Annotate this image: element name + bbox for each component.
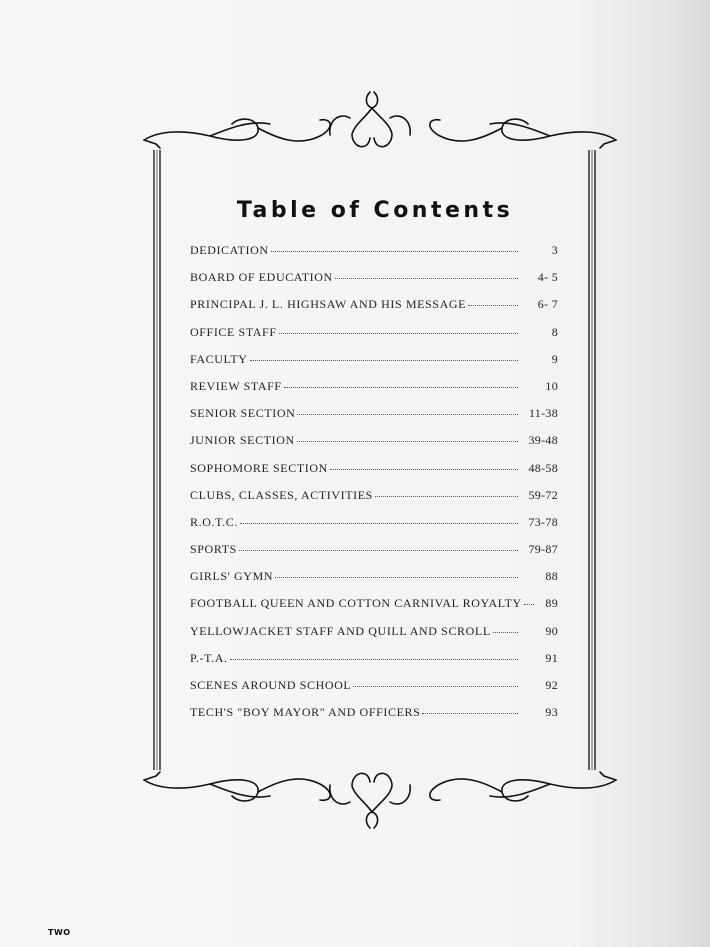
dot-leader xyxy=(271,251,518,252)
toc-entry-label: GIRLS' GYMN xyxy=(190,569,274,584)
toc-entry-pages: 39-48 xyxy=(528,433,558,448)
page-folio: TWO xyxy=(48,928,71,937)
toc-entry-pages: 8 xyxy=(551,324,558,339)
toc-entry-pages: 91 xyxy=(545,650,558,665)
toc-entry xyxy=(190,569,558,596)
toc-entry-pages: 6- 7 xyxy=(537,297,558,312)
toc-entry-pages: 89 xyxy=(545,596,558,611)
toc-list xyxy=(190,243,558,732)
toc-entry xyxy=(190,433,558,460)
right-border-rail xyxy=(587,150,597,770)
toc-entry-label: FOOTBALL QUEEN AND COTTON CARNIVAL ROYALTY xyxy=(190,596,522,611)
toc-entry xyxy=(190,379,558,406)
toc-entry xyxy=(190,596,558,623)
toc-entry-label: SOPHOMORE SECTION xyxy=(190,460,328,475)
dot-leader xyxy=(279,333,518,334)
toc-entry-pages: 92 xyxy=(545,678,558,692)
dot-leader xyxy=(330,469,518,470)
toc-entry xyxy=(190,488,558,515)
toc-entry-pages: 79-87 xyxy=(528,542,558,557)
toc-entry-label: YELLOWJACKET STAFF AND QUILL AND SCROLL xyxy=(190,623,491,638)
dot-leader xyxy=(422,713,518,714)
dot-leader xyxy=(230,659,518,660)
toc-entry-pages: 93 xyxy=(545,705,558,720)
toc-entry-label: SCENES AROUND SCHOOL xyxy=(190,678,352,692)
toc-entry-pages: 48-58 xyxy=(528,460,558,475)
toc-entry xyxy=(190,270,558,297)
toc-entry-pages: 3 xyxy=(551,243,558,257)
dot-leader xyxy=(353,686,518,687)
toc-entry xyxy=(190,624,558,651)
dot-leader xyxy=(493,632,518,633)
toc-entry-label: SPORTS xyxy=(190,542,237,557)
dot-leader xyxy=(250,360,518,361)
dot-leader xyxy=(297,441,518,442)
toc-entry-pages: 73-78 xyxy=(528,514,558,529)
toc-entry-label: SENIOR SECTION xyxy=(190,406,296,421)
toc-entry-label: REVIEW STAFF xyxy=(190,378,282,393)
dot-leader xyxy=(275,577,518,578)
toc-entry xyxy=(190,705,558,732)
toc-entry xyxy=(190,461,558,488)
toc-entry-label: CLUBS, CLASSES, ACTIVITIES xyxy=(190,487,373,502)
toc-entry-label: P.-T.A. xyxy=(190,650,228,665)
dot-leader xyxy=(468,305,518,306)
toc-entry-pages: 4- 5 xyxy=(537,270,558,285)
toc-entry-pages: 9 xyxy=(551,351,558,366)
dot-leader xyxy=(239,550,518,551)
toc-entry-label: BOARD OF EDUCATION xyxy=(190,270,333,285)
toc-entry-label: JUNIOR SECTION xyxy=(190,433,295,448)
toc-entry-label: DEDICATION xyxy=(190,243,269,257)
dot-leader xyxy=(297,414,518,415)
toc-entry-label: PRINCIPAL J. L. HIGHSAW AND HIS MESSAGE xyxy=(190,297,467,312)
bottom-scroll-ornament xyxy=(140,760,620,830)
page-title: Table of Contents xyxy=(236,198,514,223)
toc-entry xyxy=(190,542,558,569)
toc-entry xyxy=(190,297,558,324)
toc-entry xyxy=(190,325,558,352)
toc-entry xyxy=(190,352,558,379)
left-border-rail xyxy=(152,150,162,770)
toc-entry xyxy=(190,515,558,542)
toc-entry xyxy=(190,243,558,270)
dot-leader xyxy=(524,604,534,605)
toc-entry xyxy=(190,406,558,433)
toc-entry xyxy=(190,651,558,678)
toc-entry-label: OFFICE STAFF xyxy=(190,324,277,339)
dot-leader xyxy=(375,496,518,497)
top-scroll-ornament xyxy=(140,90,620,160)
toc-entry-label: TECH'S "BOY MAYOR" AND OFFICERS xyxy=(190,705,421,720)
dot-leader xyxy=(240,523,518,524)
toc-entry-pages: 59-72 xyxy=(528,487,558,502)
toc-entry-pages: 11-38 xyxy=(528,406,558,421)
dot-leader xyxy=(335,278,518,279)
toc-entry-pages: 10 xyxy=(545,378,558,393)
toc-entry-pages: 90 xyxy=(545,623,558,638)
toc-entry-pages: 88 xyxy=(545,569,558,584)
toc-entry xyxy=(190,678,558,705)
toc-entry-label: FACULTY xyxy=(190,351,248,366)
toc-entry-label: R.O.T.C. xyxy=(190,514,238,529)
dot-leader xyxy=(284,387,518,388)
